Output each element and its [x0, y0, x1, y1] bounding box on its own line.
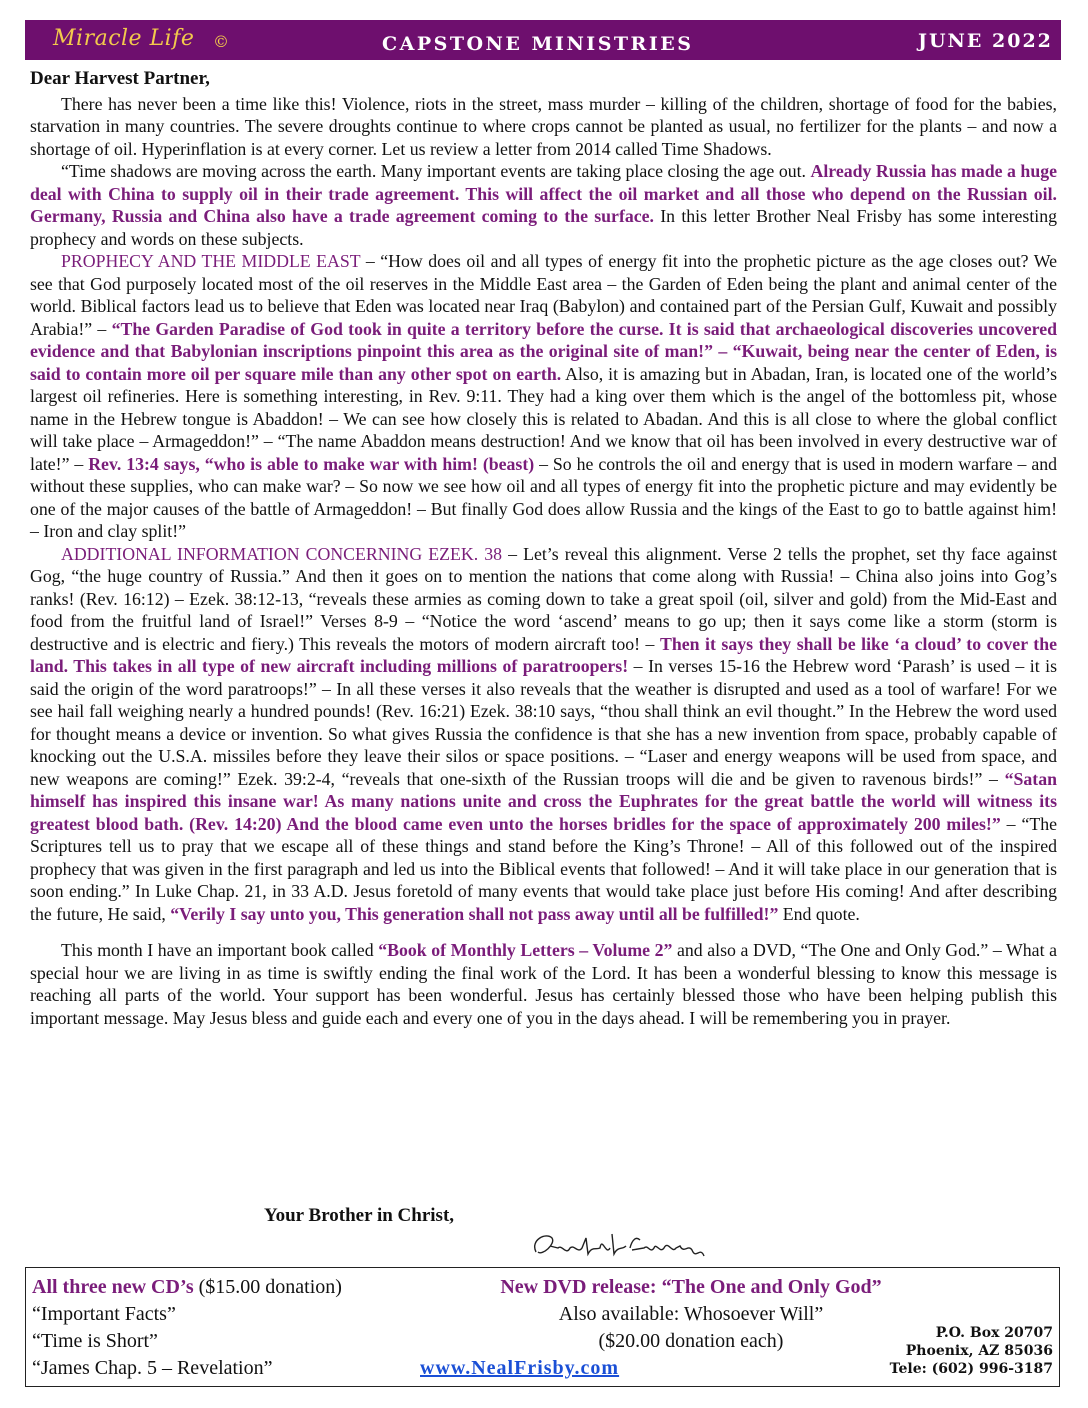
header-bar: [25, 20, 1061, 60]
p4-highlight-b: Then it says they shall be like ‘a cloud’ to cover the land. This takes in all type of new aircraft including millions of paratroopers!: [30, 633, 1057, 676]
cd-offer: [32, 1274, 342, 1382]
p2-text-a: “Time shadows are moving across the earth. Many important events are taking place closing the age out.: [61, 161, 811, 181]
paragraph-3: [30, 250, 1057, 543]
paragraph-1-text: There has never been a time like this! Violence, riots in the street, mass murder – killing of the children, shortage of food for the babies, starvation in many countries. The severe droughts continue to where crops cannot be planted as usual, no fertilizer for the plants – and now a shortage of oil. Hyperinflation is at every corner. Let us review a letter from 2014 called Time Shadows.: [30, 93, 1057, 159]
p4-text-e: – “The Scriptures tell us to pray that we escape all of these things and stand before the King’s Throne! – All of this followed out of the inspired prophecy that was given in the first paragraph and led us into the Biblical events that followed! – And it will take place in our generation that is soon ending.” In Luke Chap. 21, in 33 A.D. Jesus foretold of many events that would take place just before His coming! And after describing the future, He said,: [30, 813, 1057, 924]
p4-text-g: End quote.: [778, 903, 860, 924]
dvd-offer: [446, 1274, 936, 1355]
paragraph-2: [30, 160, 1057, 250]
also-available: Also available: Whosoever Will”: [558, 1303, 824, 1325]
p4-highlight-d: “Satan himself has inspired this insane war! As many nations unite and cross the Euphrates for the great battle the world will witness its greatest blood bath. (Rev. 14:20) And the blood came even unto the horses bridles for the space of approximately 200 miles!”: [30, 768, 1057, 834]
footer-box: [25, 1267, 1060, 1387]
p3-text-e: – So he controls the oil and energy that is used in modern warfare – and without these supplies, who can make war? – So now we see how oil and all types of energy fit into the prophetic picture and may evidently be one of the major causes of the battle of Armageddon! – But finally God does allow Russia and the kings of the East to go to battle against him! – Iron and clay split!”: [30, 453, 1057, 541]
paragraph-5: [30, 939, 1057, 1029]
section-heading-middle-east: PROPHECY AND THE MIDDLE EAST: [61, 251, 361, 271]
brand-logo: Miracle Life: [53, 26, 195, 51]
signature-image: [528, 1226, 728, 1266]
dvd-donation: ($20.00 donation each): [598, 1330, 784, 1352]
telephone: Tele: (602) 996-3187: [889, 1361, 1053, 1377]
contact-info: [890, 1324, 1053, 1378]
paragraph-4: [30, 543, 1057, 926]
issue-date: JUNE 2022: [918, 30, 1053, 52]
letter-body: [30, 68, 1057, 1029]
paragraph-1: [30, 93, 1057, 161]
cd-title-2: “Time is Short”: [32, 1330, 158, 1352]
p3-text-c: Also, it is amazing but in Abadan, Iran, is located one of the world’s largest oil refineries. Here is something interesting, in Rev. 9:11. They had a king over them which is the angel of the bottomless pit, whose name in the Hebrew tongue is Abaddon! – We can see how closely this is related to Abadan. And this is all close to where the global conflict will take place – Armageddon!” – “The name Abaddon means destruction! And we know that oil has been involved in every destructive war of late!” –: [30, 363, 1057, 474]
cds-price: ($15.00 donation): [193, 1276, 342, 1298]
dvd-title: New DVD release: “The One and Only God”: [500, 1276, 882, 1298]
website-link[interactable]: www.NealFrisby.com: [420, 1357, 620, 1379]
city-state: Phoenix, AZ 85036: [905, 1343, 1053, 1359]
p2-highlight: Already Russia has made a huge deal with China to supply oil in their trade agreement. This will affect the oil market and all those who depend on the Russian oil. Germany, Russia and China also have a trade agreement coming to the surface.: [30, 161, 1057, 226]
p3-text-a: – “How does oil and all types of energy fit into the prophetic picture as the age closes out? We see that God purposely located most of the oil reserves in the Middle East area – the Garden of Eden being the plant and animal center of the world. Biblical factors lead us to believe that Eden was located near Iraq (Babylon) and contained part of the Persian Gulf, Kuwait and possibly Arabia!” –: [30, 251, 1057, 339]
section-heading-ezek: ADDITIONAL INFORMATION CONCERNING EZEK. 38: [61, 543, 503, 564]
p4-text-a: – Let’s reveal this alignment. Verse 2 tells the prophet, set thy face against Gog, “the huge country of Russia.” And then it goes on to mention the nations that come along with Russia! – China also joins into Gog’s ranks! (Rev. 16:12) – Ezek. 38:12-13, “reveals these armies as coming down to take a great spoil (oil, silver and gold) from the Mid-East and food from the fruitful land of Israel!” Verses 8-9 – “Notice the word ‘ascend’ means to go up; then it says come like a storm (storm is destructive and is electric and fiery.) This reveals the motors of modern aircraft too! –: [30, 543, 1058, 654]
p4-text-c: – In verses 15-16 the Hebrew word ‘Parash’ is used – it is said the origin of the word paratroops!” – In all these verses it also reveals that the weather is disrupted and used as a tool of warfare! For we see hail fall weighing nearly a hundred pounds! (Rev. 16:21) Ezek. 38:10 says, “thou shall think an evil thought.” In the Hebrew the word used for thought means a device or invention. So what gives Russia the confidence is that she has a new invention from space, probably capable of knocking out the U.S.A. missiles before they leave their silos or space positions. – “Laser and energy weapons will be used from space, and new weapons are coming!” Ezek. 39:2-4, “reveals that one-sixth of the Russian troops will die and be given to ravenous birds!” –: [30, 656, 1058, 789]
closing: Your Brother in Christ,: [264, 1205, 455, 1226]
copyright-symbol: ©: [213, 32, 229, 51]
p5-text-a: This month I have an important book called: [61, 940, 379, 960]
p2-text-c: In this letter Brother Neal Frisby has some interesting prophecy and words on these subjects.: [30, 206, 1057, 249]
salutation: Dear Harvest Partner,: [30, 68, 210, 89]
cd-title-3: “James Chap. 5 – Revelation”: [32, 1357, 273, 1379]
cd-title-1: “Important Facts”: [32, 1303, 176, 1325]
p4-highlight-f: “Verily I say unto you, This generation shall not pass away until all be fulfilled!”: [170, 903, 779, 924]
p3-highlight-b: “The Garden Paradise of God took in quite a territory before the curse. It is said that archaeological discoveries uncovered evidence and that Babylonian inscriptions pinpoint this area as the original site of man!” – “Kuwait, being near the center of Eden, is said to contain more oil per square mile than any other spot on earth.: [30, 318, 1057, 384]
po-box: P.O. Box 20707: [935, 1325, 1053, 1341]
organization-name: CAPSTONE MINISTRIES: [382, 33, 694, 55]
p3-highlight-d: Rev. 13:4 says, “who is able to make war with him! (beast): [88, 453, 535, 474]
p5-book-title: “Book of Monthly Letters – Volume 2”: [378, 940, 673, 960]
p5-text-c: and also a DVD, “The One and Only God.” – What a special hour we are living in as time is swiftly ending the final work of the Lord. It has been a wonderful blessing to know this message is reaching all parts of the world. Your support has been wonderful. Jesus has certainly blessed those who have been helping publish this important message. May Jesus bless and guide each and every one of you in the days ahead. I will be remembering you in prayer.: [30, 940, 1057, 1028]
cds-title: All three new CD’s: [32, 1276, 194, 1298]
